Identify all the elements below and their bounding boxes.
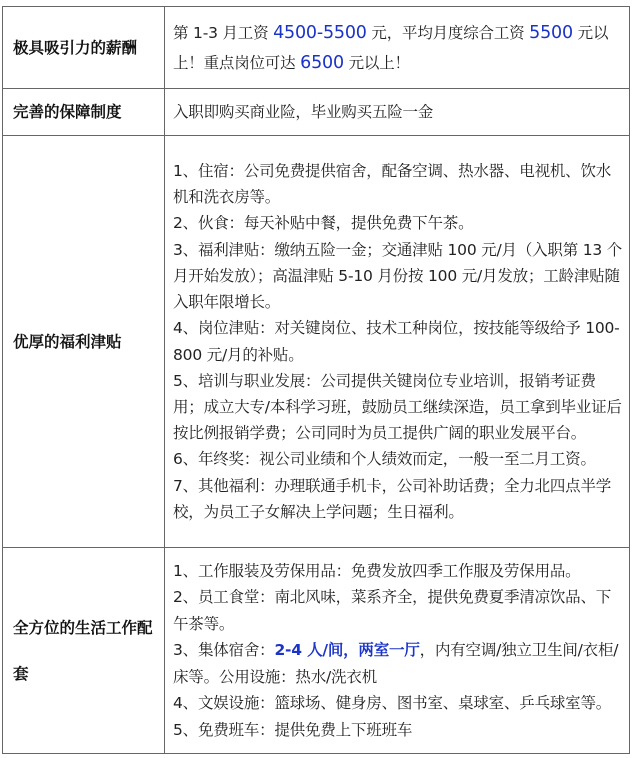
salary-average: 5500 [529,22,573,43]
row-header-salary: 极具吸引力的薪酬 [3,7,165,89]
list-item: 1、工作服装及劳保用品：免费发放四季工作服及劳保用品。 [173,561,581,580]
salary-text: 第 1-3 月工资 4500-5500 元，平均月度综合工资 5500 元以上！重点岗位可达 6500 元以上！ [165,7,630,89]
list-item: 2、员工食堂：南北风味，菜系齐全，提供免费夏季清凉饮品、下午茶等。 [173,588,612,633]
table-row-salary [3,7,630,89]
salary-range: 4500-5500 [273,22,367,43]
list-item: 2、伙食：每天补贴中餐，提供免费下午茶。 [173,214,474,233]
list-item: 4、岗位津贴：对关键岗位、技术工种岗位，按技能等级给予 100-800 元/月的补贴。 [173,319,620,364]
row-header-insurance: 完善的保障制度 [3,89,165,136]
list-item: 6、年终奖：视公司业绩和个人绩效而定，一般一至二月工资。 [173,450,596,469]
list-item: 1、住宿：公司免费提供宿舍，配备空调、热水器、电视机、饮水机和洗衣房等。 [173,162,612,207]
benefits-list [165,136,630,548]
list-item: 5、免费班车：提供免费上下班班车 [173,720,413,739]
insurance-text: 入职即购买商业险，毕业购买五险一金 [165,89,630,136]
facilities-list [165,548,630,754]
salary-max: 6500 [300,52,344,73]
row-header-benefits: 优厚的福利津贴 [3,136,165,548]
table-row-facilities [3,548,630,754]
list-item: 5、培训与职业发展：公司提供关键岗位专业培训，报销考证费用；成立大专/本科学习班，鼓励员工继续深造，员工拿到毕业证后按比例报销学费；公司同时为员工提供广阔的职业发展平台。 [173,371,622,443]
list-item: 4、文娱设施：篮球场、健身房、图书室、桌球室、乒乓球室等。 [173,694,612,713]
benefits-table [2,6,630,754]
dorm-highlight: 2-4 人/间，两室一厅 [274,641,420,660]
table-row-benefits [3,136,630,548]
table-row-insurance [3,89,630,136]
list-item: 3、福利津贴：缴纳五险一金；交通津贴 100 元/月（入职第 13 个月开始发放）；高温津贴 5-10 月份按 100 元/月发放；工龄津贴随入职年限增长。 [173,240,623,312]
list-item-dorm: 3、集体宿舍：2-4 人/间，两室一厅，内有空调/独立卫生间/衣柜/床等。公用设施：热水/洗衣机 [173,641,619,686]
row-header-facilities: 全方位的生活工作配套 [3,548,165,754]
list-item: 7、其他福利：办理联通手机卡，公司补助话费；全力北四点半学校，为员工子女解决上学问题；生日福利。 [173,476,612,521]
